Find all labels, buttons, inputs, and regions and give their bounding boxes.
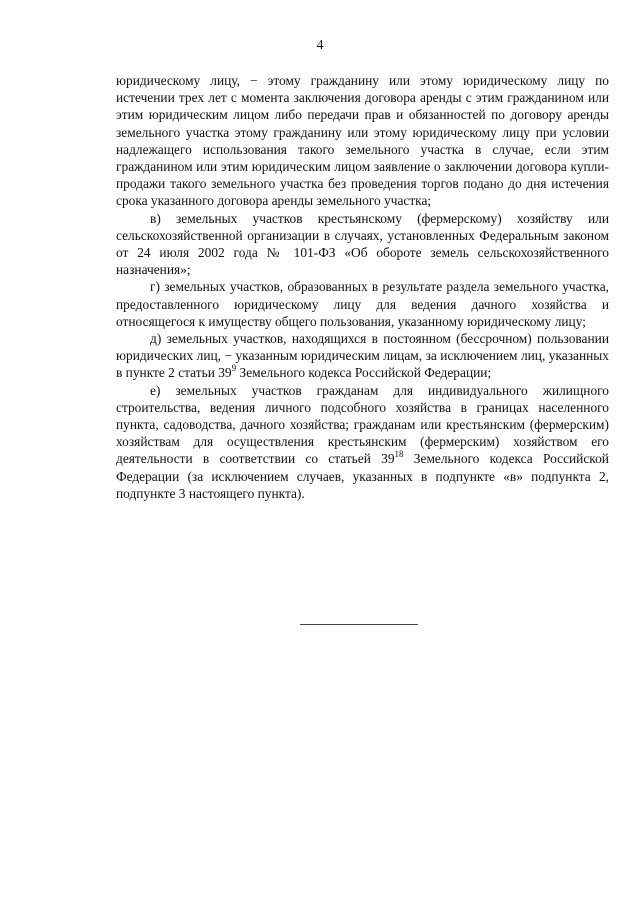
paragraph-text: Земельного кодекса Российской Федерации (за исключением случаев, указанных в подпункте «в» подпункта 2, подпункте 3 настоящего пункта).: [116, 451, 609, 501]
paragraph-text: г) земельных участков, образованных в результате раздела земельного участка, предоставленного юридическому лицу для ведения дачного хозяйства и относящегося к имуществу общего пользования, указанному юридическому лицу;: [116, 279, 609, 329]
page-number: 4: [316, 38, 324, 53]
paragraph-item-g: [116, 278, 609, 330]
paragraph-text: юридическому лицу, − этому гражданину или этому юридическому лицу по истечении трех лет с момента заключения договора аренды с этим гражданином или этим юридическим лицом либо передачи прав и обязанностей по договору аренды земельного участка этому гражданину или этому юридическому лицу при условии надлежащего использования такого земельного участка в случае, если этим гражданином или этим юридическим лицом заявление о заключении договора купли-продажи такого земельного участка без проведения торгов подано до дня истечения срока указанного договора аренды земельного участка;: [116, 73, 609, 209]
paragraph-text: в) земельных участков крестьянскому (фермерскому) хозяйству или сельскохозяйственной организации в случаях, установленных Федеральным законом от 24 июля 2002 года № 101-ФЗ «Об обороте земель сельскохозяйственного назначения»;: [116, 210, 609, 278]
paragraph-text: д) земельных участков, находящихся в постоянном (бессрочном) пользовании юридических лиц, − указанным юридическим лицам, за исключением лиц, указанных в пункте 2 статьи 39: [116, 331, 609, 381]
end-of-text-rule: [300, 624, 418, 625]
paragraph-continuation: [116, 72, 609, 210]
article-superscript: 18: [394, 449, 404, 459]
paragraph-item-e: [116, 382, 609, 502]
paragraph-item-v: [116, 210, 609, 279]
paragraph-text: е) земельных участков гражданам для индивидуального жилищного строительства, ведения личного подсобного хозяйства в границах населенного пункта, садоводства, дачного хозяйства; гражданам или крестьянским (фермерским) хозяйствам для осуществления крестьянским (фермерским) хозяйством его деятельности в соответствии со статьей 39: [116, 382, 609, 467]
document-body: [116, 72, 609, 502]
paragraph-text: Земельного кодекса Российской Федерации;: [236, 365, 492, 381]
article-superscript: 9: [231, 362, 237, 373]
paragraph-item-d: [116, 330, 609, 382]
